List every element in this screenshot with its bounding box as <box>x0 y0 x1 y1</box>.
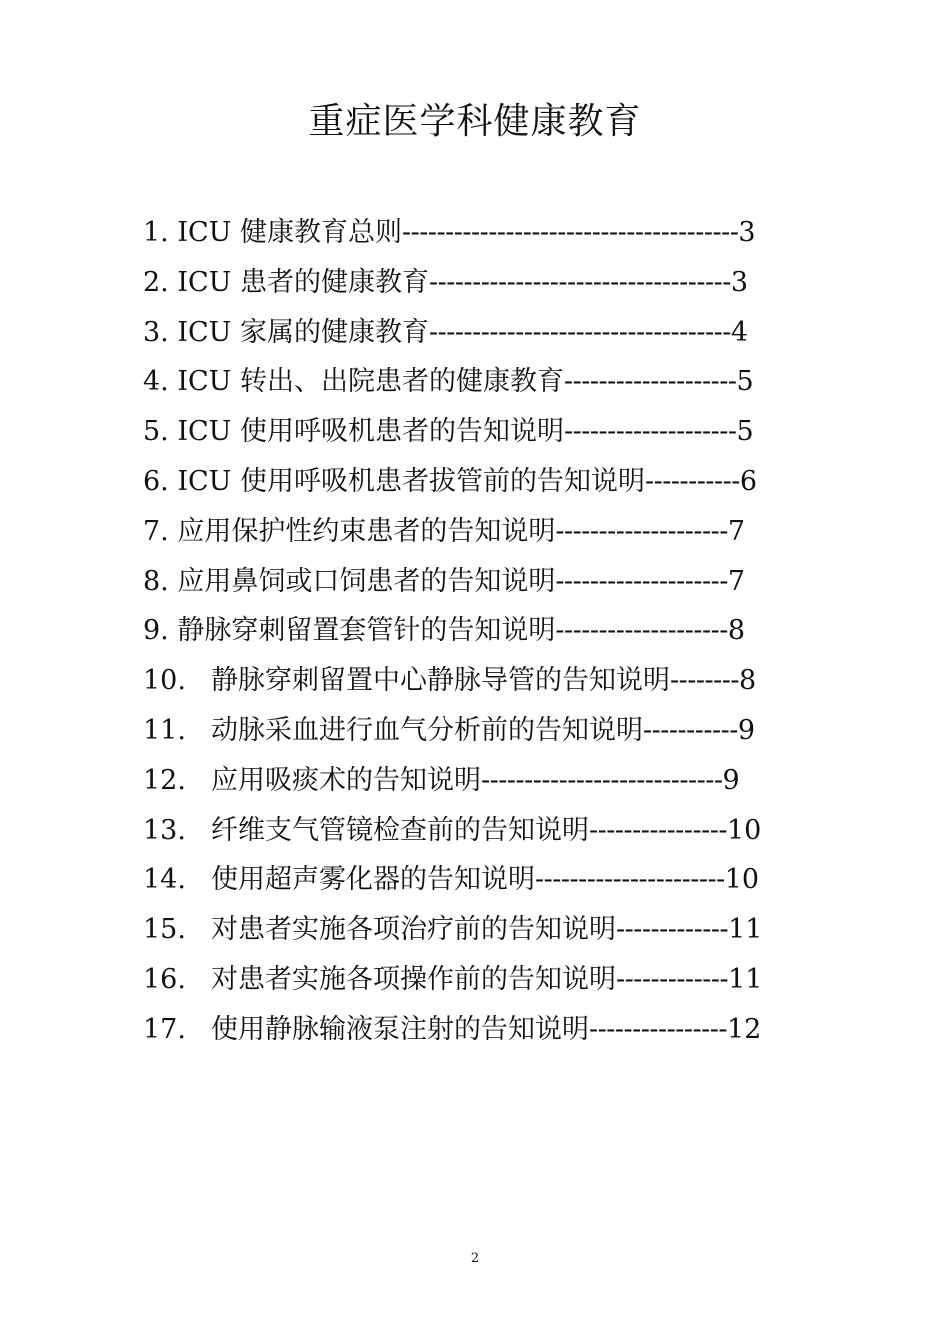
toc-entry-page: 8 <box>727 615 746 647</box>
toc-entry-page: 7 <box>727 565 746 597</box>
toc-entry-leader: ------------- <box>616 914 729 946</box>
toc-entry-label: ICU 患者的健康教育 <box>177 266 430 298</box>
toc-entry-leader: ----------------------------------- <box>429 266 731 298</box>
toc-entry-leader: -------------------- <box>564 366 737 398</box>
toc-entry-leader: ---------------- <box>589 1013 727 1045</box>
toc-entry-label: 纤维支气管镜检查前的告知说明 <box>211 814 589 846</box>
toc-entry-page: 10 <box>724 864 760 896</box>
toc-entry-label: ICU 家属的健康教育 <box>177 316 430 348</box>
toc-entry-number: 14. <box>143 864 186 896</box>
toc-entry-number: 8. <box>143 565 169 597</box>
toc-entry-label: ICU 使用呼吸机患者的告知说明 <box>177 416 565 448</box>
toc-entry-leader: -------------------- <box>555 565 728 597</box>
toc-entry-leader: ----------- <box>645 465 740 497</box>
toc-entry-6[interactable] <box>143 457 823 507</box>
toc-entry-leader: -------------------- <box>564 416 737 448</box>
toc-entry-leader: ---------------------- <box>535 864 725 896</box>
toc-entry-page: 3 <box>738 217 756 248</box>
toc-entry-leader: ----------------------------------- <box>429 316 731 348</box>
toc-entry-number: 16. <box>143 963 186 995</box>
toc-entry-3[interactable] <box>143 308 823 358</box>
toc-entry-page: 5 <box>736 416 754 448</box>
toc-entry-leader: -------------------- <box>555 515 728 547</box>
toc-entry-page: 11 <box>728 963 763 995</box>
toc-entry-leader: -------- <box>670 665 739 697</box>
toc-entry-leader: ---------------------------- <box>481 764 723 796</box>
toc-entry-number: 11. <box>143 714 186 746</box>
toc-entry-leader: ----------- <box>643 714 738 746</box>
toc-entry-8[interactable] <box>143 557 823 607</box>
toc-entry-number: 4. <box>143 366 169 398</box>
toc-entry-label: 使用静脉输液泵注射的告知说明 <box>211 1013 589 1045</box>
toc-entry-page: 9 <box>722 764 740 796</box>
toc-entry-11[interactable] <box>143 706 823 756</box>
page-number: 2 <box>470 1251 480 1266</box>
toc-entry-number: 2. <box>143 266 169 298</box>
toc-entry-page: 12 <box>726 1013 762 1045</box>
toc-entry-number: 12. <box>143 764 186 796</box>
toc-entry-14[interactable] <box>143 855 823 905</box>
toc-entry-number: 5. <box>143 416 169 448</box>
page-title: 重症医学科健康教育 <box>308 101 642 142</box>
toc-entry-17[interactable] <box>143 1005 823 1055</box>
toc-entry-label: ICU 使用呼吸机患者拔管前的告知说明 <box>177 465 646 497</box>
toc-entry-leader: ------------- <box>616 963 729 995</box>
toc-entry-label: 动脉采血进行血气分析前的告知说明 <box>211 714 643 746</box>
toc-entry-number: 15. <box>143 914 186 946</box>
toc-entry-label: 应用吸痰术的告知说明 <box>211 764 481 796</box>
toc-entry-1[interactable] <box>143 208 823 258</box>
toc-entry-page: 6 <box>739 465 758 497</box>
toc-entry-page: 9 <box>737 714 756 746</box>
toc-entry-13[interactable] <box>143 806 823 856</box>
toc-entry-label: 对患者实施各项操作前的告知说明 <box>211 963 616 995</box>
toc-entry-label: 应用鼻饲或口饲患者的告知说明 <box>177 565 556 597</box>
toc-entry-number: 10. <box>143 665 186 697</box>
toc-entry-12[interactable] <box>143 756 823 806</box>
toc-entry-5[interactable] <box>143 407 823 457</box>
toc-entry-16[interactable] <box>143 955 823 1005</box>
toc-entry-label: 对患者实施各项治疗前的告知说明 <box>211 914 616 946</box>
toc-entry-10[interactable] <box>143 656 823 706</box>
toc-entry-leader: ---------------- <box>589 814 727 846</box>
toc-entry-label: 静脉穿刺留置中心静脉导管的告知说明 <box>211 665 670 697</box>
toc-entry-number: 6. <box>143 465 169 497</box>
toc-entry-number: 7. <box>143 515 169 547</box>
toc-entry-leader: --------------------------------------- <box>402 217 739 248</box>
toc-entry-4[interactable] <box>143 357 823 407</box>
toc-entry-label: 应用保护性约束患者的告知说明 <box>177 515 556 547</box>
toc-entry-label: ICU 健康教育总则 <box>177 217 403 248</box>
toc-entry-number: 17. <box>143 1013 186 1045</box>
toc-entry-page: 7 <box>727 515 746 547</box>
toc-entry-15[interactable] <box>143 905 823 955</box>
toc-entry-leader: -------------------- <box>555 615 728 647</box>
toc-entry-9[interactable] <box>143 606 823 656</box>
toc-entry-7[interactable] <box>143 507 823 557</box>
toc-entry-label: 使用超声雾化器的告知说明 <box>211 864 535 896</box>
toc-entry-page: 8 <box>738 665 757 697</box>
toc-entry-page: 11 <box>728 914 763 946</box>
toc-entry-page: 3 <box>730 266 749 298</box>
toc-entry-label: ICU 转出、出院患者的健康教育 <box>177 366 565 398</box>
toc-entry-page: 5 <box>736 366 754 398</box>
toc-entry-2[interactable] <box>143 258 823 308</box>
toc-entry-number: 13. <box>143 814 186 846</box>
toc-entry-label: 静脉穿刺留置套管针的告知说明 <box>177 615 556 647</box>
table-of-contents <box>143 208 823 1055</box>
toc-entry-number: 1. <box>143 217 169 248</box>
toc-entry-page: 4 <box>730 316 749 348</box>
toc-entry-number: 3. <box>143 316 169 348</box>
toc-entry-number: 9. <box>143 615 169 647</box>
toc-entry-page: 10 <box>726 814 762 846</box>
